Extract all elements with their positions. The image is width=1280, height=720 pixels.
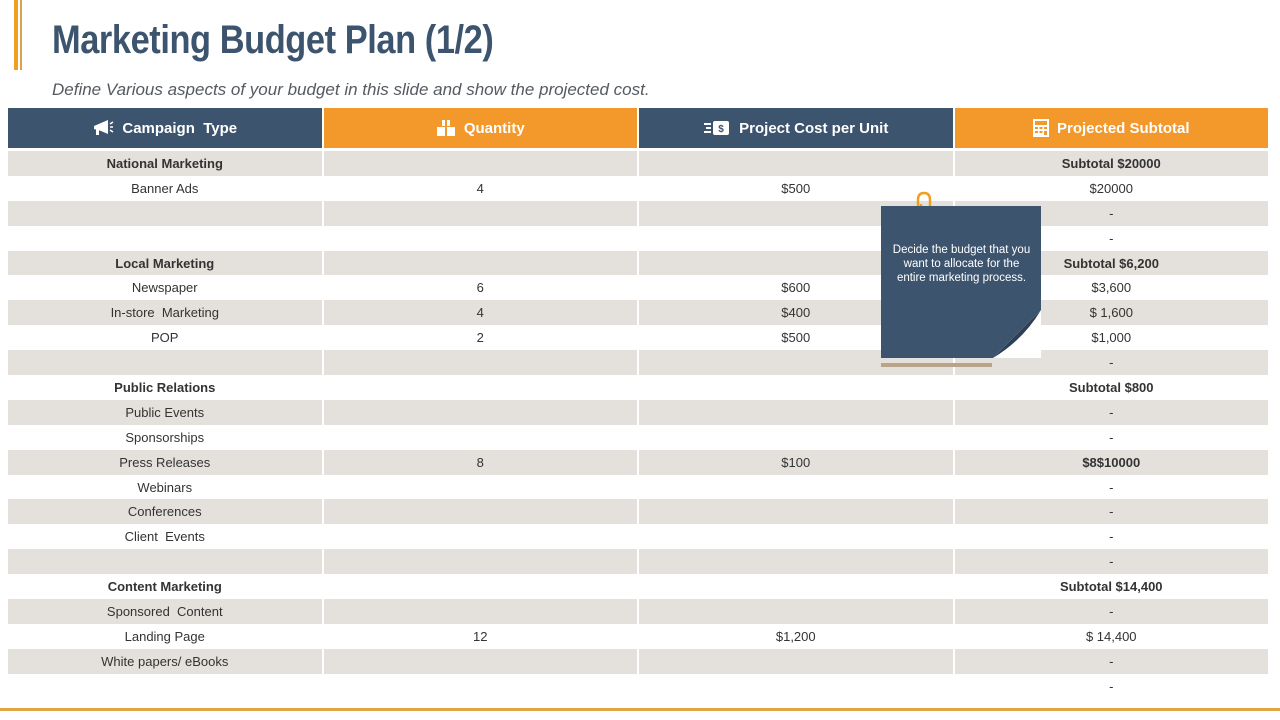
cell-campaign: Banner Ads xyxy=(8,176,322,201)
cell-campaign xyxy=(8,549,322,574)
cell-campaign: Sponsorships xyxy=(8,425,322,450)
cell-quantity: 4 xyxy=(324,300,638,325)
header-cost-per-unit-label: Project Cost per Unit xyxy=(739,119,889,137)
sticky-note-text: Decide the budget that you want to allocate for the entire marketing process. xyxy=(892,244,1031,284)
cell-projected-subtotal: Subtotal $6,200 xyxy=(955,251,1269,276)
table-row xyxy=(8,400,1268,425)
cell-quantity xyxy=(324,574,638,599)
cell-campaign: Newspaper xyxy=(8,275,322,300)
table-header-row xyxy=(8,108,1268,151)
table-row xyxy=(8,350,1268,375)
cell-campaign xyxy=(8,350,322,375)
cell-campaign: White papers/ eBooks xyxy=(8,649,322,674)
cell-cost-per-unit xyxy=(639,599,953,624)
cell-cost-per-unit: $400 xyxy=(639,300,953,325)
header-projected-subtotal xyxy=(955,108,1269,151)
cell-campaign xyxy=(8,201,322,226)
cell-projected-subtotal: - xyxy=(955,499,1269,524)
cell-campaign: Landing Page xyxy=(8,624,322,649)
cell-cost-per-unit: $100 xyxy=(639,450,953,475)
cell-campaign xyxy=(8,674,322,699)
table-row xyxy=(8,325,1268,350)
cell-campaign: Public Relations xyxy=(8,375,322,400)
cell-campaign: Sponsored Content xyxy=(8,599,322,624)
table-row xyxy=(8,226,1268,251)
table-row xyxy=(8,450,1268,475)
cell-quantity xyxy=(324,499,638,524)
cell-projected-subtotal: - xyxy=(955,674,1269,699)
cell-campaign: Client Events xyxy=(8,524,322,549)
table-row xyxy=(8,176,1268,201)
title-accent-bar xyxy=(14,0,18,70)
cell-cost-per-unit xyxy=(639,524,953,549)
cell-quantity xyxy=(324,649,638,674)
cell-cost-per-unit xyxy=(639,375,953,400)
cell-quantity xyxy=(324,151,638,176)
table-row xyxy=(8,499,1268,524)
cell-campaign: Local Marketing xyxy=(8,251,322,276)
cell-cost-per-unit xyxy=(639,674,953,699)
cell-projected-subtotal: $ 1,600 xyxy=(955,300,1269,325)
sticky-note-fold xyxy=(993,310,1041,358)
svg-text:$: $ xyxy=(718,124,724,135)
cell-quantity: 12 xyxy=(324,624,638,649)
cell-quantity xyxy=(324,475,638,500)
cell-quantity xyxy=(324,549,638,574)
table-row xyxy=(8,549,1268,574)
cell-projected-subtotal: - xyxy=(955,475,1269,500)
boxes-icon xyxy=(436,119,456,137)
cell-cost-per-unit: $600 xyxy=(639,275,953,300)
table-row xyxy=(8,624,1268,649)
cell-cost-per-unit: $500 xyxy=(639,325,953,350)
cell-quantity: 6 xyxy=(324,275,638,300)
table-row xyxy=(8,300,1268,325)
cell-quantity xyxy=(324,599,638,624)
cell-quantity: 2 xyxy=(324,325,638,350)
cell-projected-subtotal: $1,000 xyxy=(955,325,1269,350)
table-row xyxy=(8,151,1268,176)
cell-cost-per-unit xyxy=(639,151,953,176)
table-row xyxy=(8,251,1268,276)
cell-projected-subtotal: - xyxy=(955,425,1269,450)
table-row xyxy=(8,425,1268,450)
header-cost-per-unit xyxy=(639,108,953,151)
cell-quantity xyxy=(324,400,638,425)
cell-quantity xyxy=(324,674,638,699)
cell-projected-subtotal: - xyxy=(955,350,1269,375)
cell-quantity xyxy=(324,201,638,226)
table-row xyxy=(8,275,1268,300)
cell-cost-per-unit xyxy=(639,425,953,450)
cell-cost-per-unit: $500 xyxy=(639,176,953,201)
calculator-icon xyxy=(1033,119,1049,137)
cell-cost-per-unit xyxy=(639,649,953,674)
table-row xyxy=(8,375,1268,400)
cell-campaign xyxy=(8,226,322,251)
cell-projected-subtotal: - xyxy=(955,649,1269,674)
header-campaign-type xyxy=(8,108,322,151)
cell-cost-per-unit xyxy=(639,549,953,574)
cell-campaign: Public Events xyxy=(8,400,322,425)
cell-campaign: Conferences xyxy=(8,499,322,524)
cell-cost-per-unit xyxy=(639,574,953,599)
table-row xyxy=(8,649,1268,674)
cell-quantity: 4 xyxy=(324,176,638,201)
cell-projected-subtotal: $ 14,400 xyxy=(955,624,1269,649)
bottom-accent-line xyxy=(0,708,1280,711)
cell-cost-per-unit xyxy=(639,400,953,425)
cell-campaign: Webinars xyxy=(8,475,322,500)
sticky-note-shadow xyxy=(881,363,992,367)
megaphone-icon xyxy=(92,119,114,137)
title-accent-bar-thin xyxy=(20,0,22,70)
header-quantity-label: Quantity xyxy=(463,119,525,137)
table-row xyxy=(8,201,1268,226)
cell-quantity: 8 xyxy=(324,450,638,475)
cell-campaign: Press Releases xyxy=(8,450,322,475)
page-subtitle: Define Various aspects of your budget in this slide and show the projected cost. xyxy=(52,80,650,99)
table-row xyxy=(8,599,1268,624)
cell-projected-subtotal: $8$10000 xyxy=(955,450,1269,475)
cell-projected-subtotal: - xyxy=(955,524,1269,549)
cell-cost-per-unit: $1,200 xyxy=(639,624,953,649)
cell-projected-subtotal: $3,600 xyxy=(955,275,1269,300)
cell-quantity xyxy=(324,375,638,400)
cell-quantity xyxy=(324,226,638,251)
cell-campaign: National Marketing xyxy=(8,151,322,176)
cell-quantity xyxy=(324,251,638,276)
budget-table xyxy=(6,108,1270,699)
table-row xyxy=(8,674,1268,699)
header-projected-subtotal-label: Projected Subtotal xyxy=(1056,119,1190,137)
cell-cost-per-unit xyxy=(639,475,953,500)
cell-projected-subtotal: $20000 xyxy=(955,176,1269,201)
table-row xyxy=(8,524,1268,549)
cell-campaign: POP xyxy=(8,325,322,350)
cell-projected-subtotal: - xyxy=(955,549,1269,574)
table-row xyxy=(8,475,1268,500)
cell-quantity xyxy=(324,524,638,549)
header-campaign-type-label: Campaign Type xyxy=(122,119,238,137)
cell-cost-per-unit xyxy=(639,499,953,524)
cell-projected-subtotal: Subtotal $20000 xyxy=(955,151,1269,176)
cell-projected-subtotal: - xyxy=(955,226,1269,251)
cell-campaign: In-store Marketing xyxy=(8,300,322,325)
cell-projected-subtotal: - xyxy=(955,599,1269,624)
cell-projected-subtotal: Subtotal $800 xyxy=(955,375,1269,400)
money-icon xyxy=(703,119,731,137)
table-row xyxy=(8,574,1268,599)
cell-projected-subtotal: - xyxy=(955,400,1269,425)
cell-campaign: Content Marketing xyxy=(8,574,322,599)
cell-projected-subtotal: Subtotal $14,400 xyxy=(955,574,1269,599)
cell-projected-subtotal: - xyxy=(955,201,1269,226)
page-title: Marketing Budget Plan (1/2) xyxy=(52,18,494,62)
cell-quantity xyxy=(324,425,638,450)
cell-quantity xyxy=(324,350,638,375)
header-quantity xyxy=(324,108,638,151)
